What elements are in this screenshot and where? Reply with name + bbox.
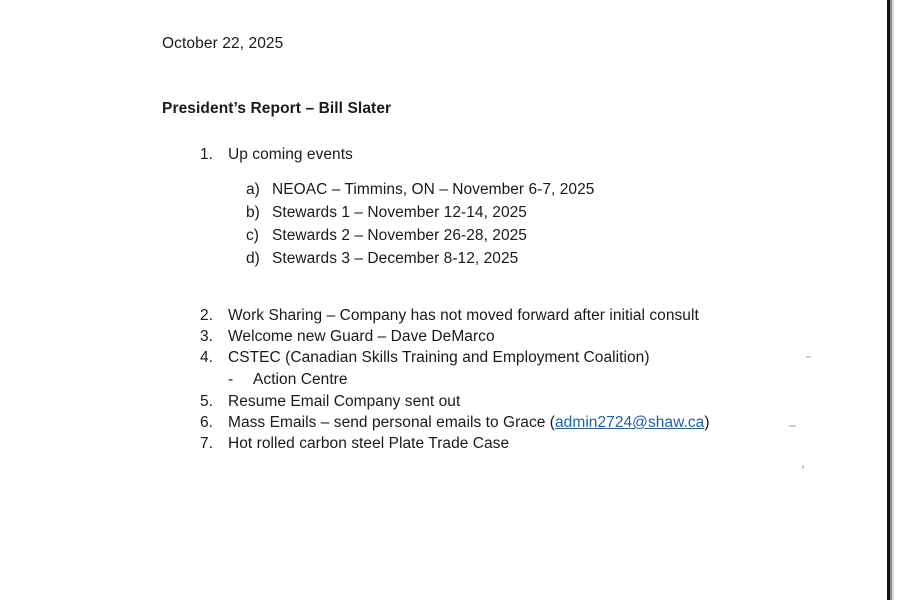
- list-item-text-suffix: ): [704, 414, 710, 431]
- list-marker: 2.: [200, 307, 214, 324]
- scan-speck: [806, 356, 811, 358]
- email-link[interactable]: admin2724@shaw.ca: [555, 414, 705, 431]
- list-item-text: Resume Email Company sent out: [228, 393, 461, 410]
- list-marker: a): [246, 181, 260, 198]
- list-marker: -: [228, 371, 234, 388]
- list-marker: c): [246, 227, 260, 244]
- list-item-text: Work Sharing – Company has not moved forward after initial consult: [228, 307, 699, 324]
- list-item-text: Hot rolled carbon steel Plate Trade Case: [228, 435, 510, 452]
- list-marker: 5.: [200, 393, 214, 410]
- list-item-text: Up coming events: [228, 146, 353, 163]
- list-marker: d): [246, 250, 260, 267]
- list-item-text: Stewards 3 – December 8-12, 2025: [272, 250, 519, 267]
- list-item-text: [228, 412, 710, 434]
- list-item-text: Welcome new Guard – Dave DeMarco: [228, 328, 495, 345]
- page-edge-light-line: [892, 0, 894, 600]
- list-marker: 1.: [200, 146, 214, 163]
- list-item-text: Stewards 1 – November 12-14, 2025: [272, 204, 527, 221]
- scan-speck: [802, 465, 804, 469]
- document-date: October 22, 2025: [162, 35, 284, 52]
- list-item-text: CSTEC (Canadian Skills Training and Employment Coalition): [228, 349, 650, 366]
- page-title: President’s Report – Bill Slater: [162, 100, 392, 117]
- list-marker: 4.: [200, 349, 214, 366]
- list-item-text: Stewards 2 – November 26-28, 2025: [272, 227, 527, 244]
- list-item-text-prefix: Mass Emails – send personal emails to Grace (: [228, 414, 556, 431]
- list-marker: 6.: [200, 414, 214, 431]
- list-marker: b): [246, 204, 260, 221]
- list-marker: 3.: [200, 328, 214, 345]
- list-marker: 7.: [200, 435, 214, 452]
- list-item-text: Action Centre: [253, 371, 348, 388]
- list-item-text: NEOAC – Timmins, ON – November 6-7, 2025: [272, 181, 595, 198]
- scan-speck: [789, 425, 796, 427]
